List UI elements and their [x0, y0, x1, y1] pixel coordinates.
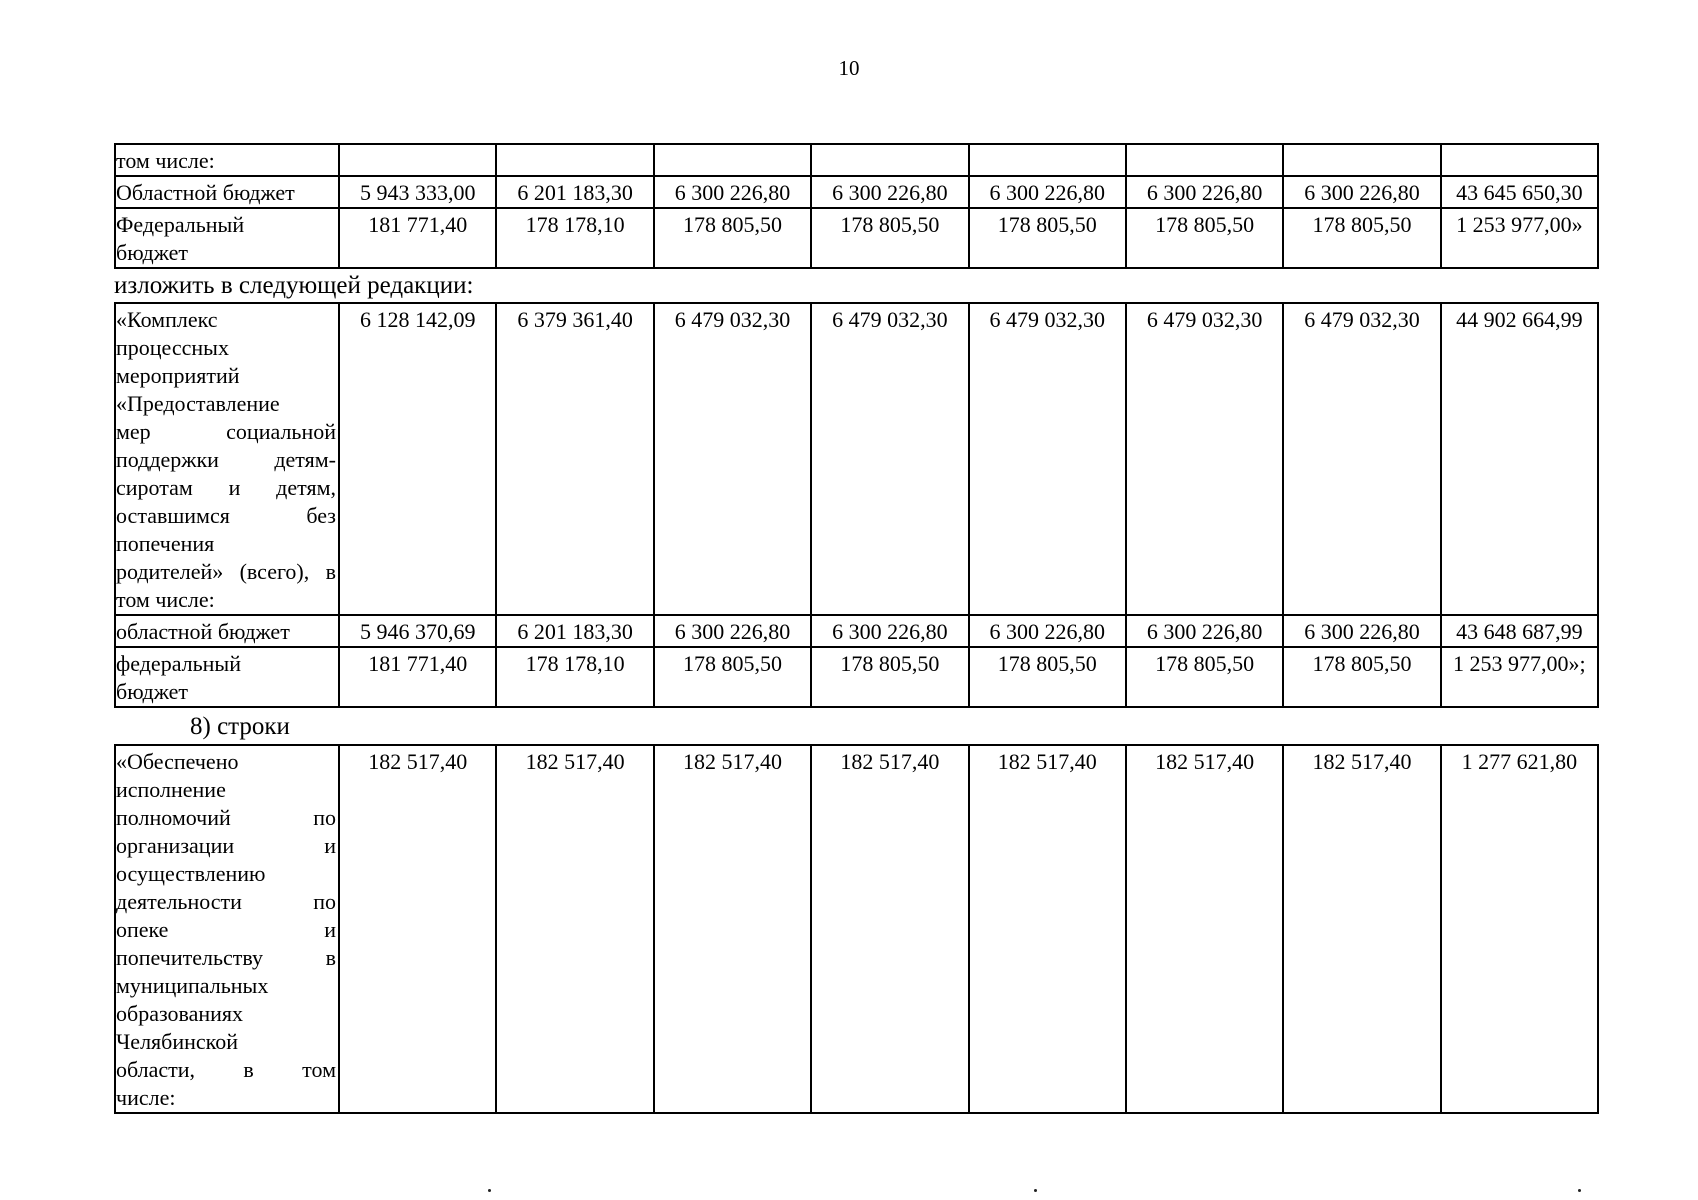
row-label-cell	[115, 647, 339, 707]
table-row	[115, 615, 1598, 647]
year-value-cell: 178 805,50	[654, 647, 811, 707]
table-row	[115, 745, 1598, 1113]
row-label-cell	[115, 208, 339, 268]
year-value-cell: 178 805,50	[969, 208, 1126, 268]
row-label-line: бюджет	[116, 679, 188, 704]
year-value-cell	[1126, 144, 1283, 176]
row-label-cell	[115, 615, 339, 647]
year-value-cell: 6 300 226,80	[1126, 615, 1283, 647]
row-label-line: оставшимся без	[116, 503, 336, 528]
row-label-line: родителей» (всего), в	[116, 559, 336, 584]
year-value-cell: 6 300 226,80	[969, 176, 1126, 208]
row-label-cell	[115, 176, 339, 208]
budget-table-old	[114, 143, 1599, 269]
table-row	[115, 647, 1598, 707]
year-value-cell: 178 805,50	[1126, 208, 1283, 268]
row-label-cell	[115, 303, 339, 615]
scan-speck	[1578, 1189, 1581, 1192]
row-label-line: Областной бюджет	[116, 180, 295, 205]
year-value-cell: 178 178,10	[496, 647, 653, 707]
total-cell: 1 253 977,00»	[1441, 208, 1598, 268]
scan-speck	[1034, 1189, 1037, 1192]
row-label-line: попечения	[116, 531, 215, 556]
year-value-cell	[1283, 144, 1440, 176]
year-value-cell: 178 805,50	[1283, 647, 1440, 707]
year-value-cell: 6 479 032,30	[654, 303, 811, 615]
row-label-cell	[115, 144, 339, 176]
year-value-cell	[969, 144, 1126, 176]
section-caption: изложить в следующей редакции:	[114, 272, 474, 299]
total-cell: 1 277 621,80	[1441, 745, 1598, 1113]
year-value-cell: 6 300 226,80	[654, 615, 811, 647]
year-value-cell: 178 805,50	[969, 647, 1126, 707]
row-label-line: числе:	[116, 1085, 176, 1110]
scan-speck	[488, 1189, 491, 1192]
year-value-cell: 181 771,40	[339, 208, 496, 268]
year-value-cell	[654, 144, 811, 176]
row-label-line: полномочий по	[116, 805, 336, 830]
total-cell: 43 645 650,30	[1441, 176, 1598, 208]
page-number: 10	[838, 56, 860, 80]
year-value-cell: 178 805,50	[654, 208, 811, 268]
year-value-cell: 6 300 226,80	[969, 615, 1126, 647]
year-value-cell: 182 517,40	[1126, 745, 1283, 1113]
year-value-cell: 178 805,50	[1126, 647, 1283, 707]
total-cell	[1441, 144, 1598, 176]
year-value-cell: 182 517,40	[811, 745, 968, 1113]
year-value-cell: 178 805,50	[811, 208, 968, 268]
row-label-line: опеке и	[116, 917, 336, 942]
table-row	[115, 208, 1598, 268]
total-cell: 43 648 687,99	[1441, 615, 1598, 647]
year-value-cell: 182 517,40	[1283, 745, 1440, 1113]
table-body	[115, 745, 1598, 1113]
year-value-cell	[339, 144, 496, 176]
table-row	[115, 144, 1598, 176]
year-value-cell: 5 946 370,69	[339, 615, 496, 647]
row-label-line: «Комплекс	[116, 307, 218, 332]
year-value-cell	[496, 144, 653, 176]
year-value-cell: 182 517,40	[654, 745, 811, 1113]
row-label-line: «Обеспечено	[116, 749, 239, 774]
year-value-cell: 6 379 361,40	[496, 303, 653, 615]
row-label-line: мероприятий	[116, 363, 240, 388]
table-body	[115, 144, 1598, 268]
year-value-cell: 6 128 142,09	[339, 303, 496, 615]
row-label-line: «Предоставление	[116, 391, 280, 416]
year-value-cell: 6 300 226,80	[1126, 176, 1283, 208]
table-row	[115, 176, 1598, 208]
section-caption: 8) строки	[190, 713, 290, 740]
row-label-line: том числе:	[116, 587, 215, 612]
year-value-cell: 178 805,50	[1283, 208, 1440, 268]
row-label-line: мер социальной	[116, 419, 336, 444]
row-label-line: попечительству в	[116, 945, 336, 970]
row-label-line: поддержки детям-	[116, 447, 336, 472]
year-value-cell: 6 300 226,80	[654, 176, 811, 208]
row-label-line: процессных	[116, 335, 229, 360]
year-value-cell: 6 201 183,30	[496, 615, 653, 647]
row-label-line: федеральный	[116, 651, 241, 676]
year-value-cell: 178 805,50	[811, 647, 968, 707]
year-value-cell: 6 479 032,30	[1126, 303, 1283, 615]
year-value-cell: 5 943 333,00	[339, 176, 496, 208]
row-label-line: исполнение	[116, 777, 226, 802]
total-cell: 1 253 977,00»;	[1441, 647, 1598, 707]
row-label-line: осуществлению	[116, 861, 266, 886]
year-value-cell: 182 517,40	[496, 745, 653, 1113]
year-value-cell: 6 300 226,80	[1283, 176, 1440, 208]
year-value-cell: 6 479 032,30	[1283, 303, 1440, 615]
year-value-cell: 182 517,40	[969, 745, 1126, 1113]
row-label-line: области, в том	[116, 1057, 336, 1082]
row-label-line: организации и	[116, 833, 336, 858]
row-label-line: образованиях	[116, 1001, 244, 1026]
row-label-line: Челябинской	[116, 1029, 239, 1054]
year-value-cell: 182 517,40	[339, 745, 496, 1113]
year-value-cell: 6 479 032,30	[811, 303, 968, 615]
year-value-cell: 178 178,10	[496, 208, 653, 268]
row-label-line: деятельности по	[116, 889, 336, 914]
row-label-line: сиротам и детям,	[116, 475, 336, 500]
row-label-line: Федеральный	[116, 212, 245, 237]
year-value-cell: 6 300 226,80	[1283, 615, 1440, 647]
row-label-line: бюджет	[116, 240, 188, 265]
table-row	[115, 303, 1598, 615]
row-label-cell	[115, 745, 339, 1113]
budget-table-new	[114, 302, 1599, 708]
year-value-cell: 6 300 226,80	[811, 176, 968, 208]
year-value-cell: 6 201 183,30	[496, 176, 653, 208]
year-value-cell	[811, 144, 968, 176]
year-value-cell: 181 771,40	[339, 647, 496, 707]
year-value-cell: 6 300 226,80	[811, 615, 968, 647]
table-body	[115, 303, 1598, 707]
row-label-line: муниципальных	[116, 973, 269, 998]
row-label-line: том числе:	[116, 148, 215, 173]
row-label-line: областной бюджет	[116, 619, 290, 644]
year-value-cell: 6 479 032,30	[969, 303, 1126, 615]
total-cell: 44 902 664,99	[1441, 303, 1598, 615]
budget-table-outcome	[114, 744, 1599, 1114]
